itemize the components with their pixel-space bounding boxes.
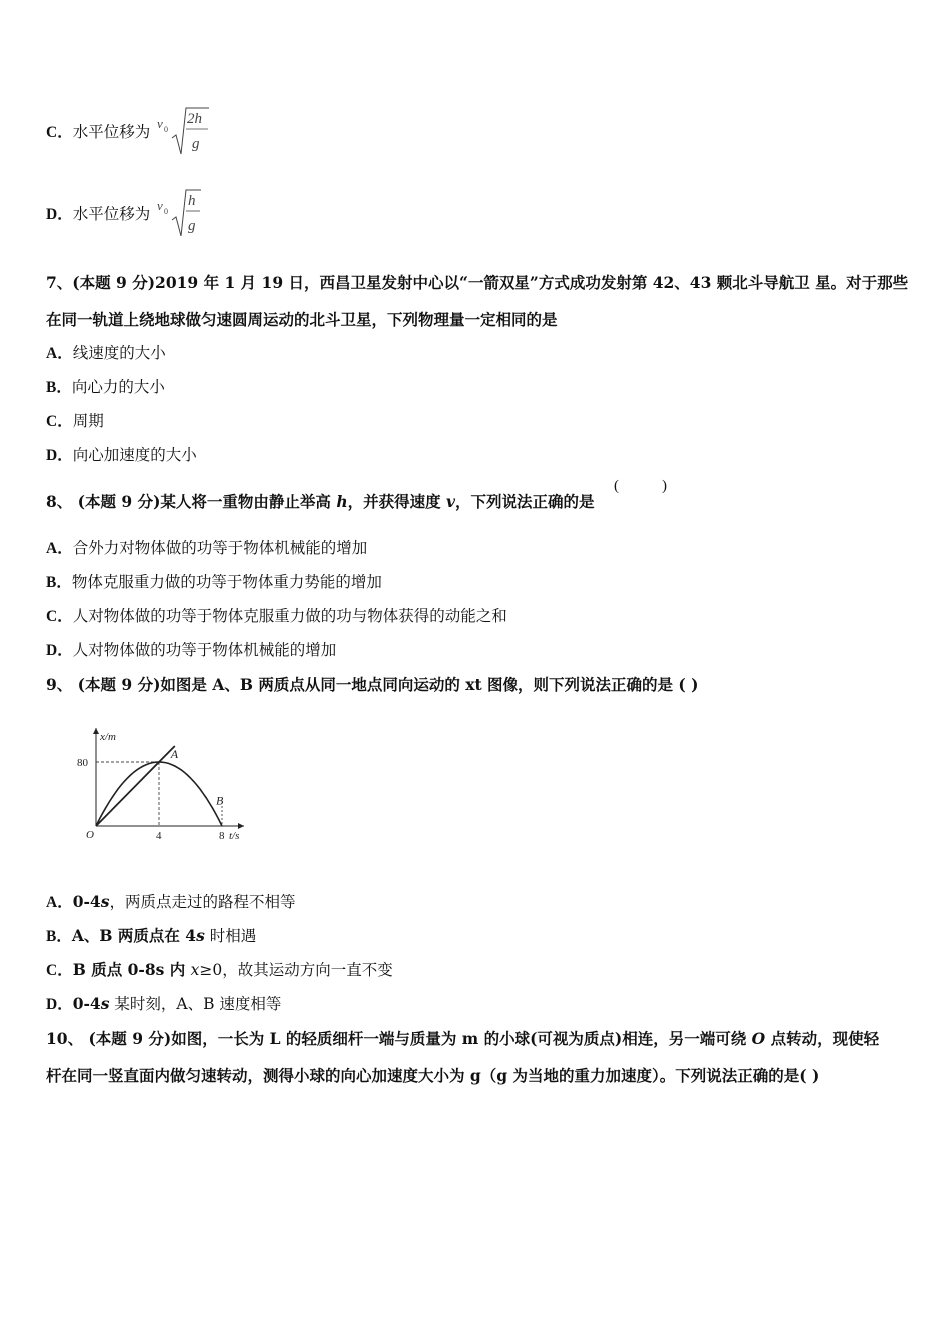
- q8-stem-c: ，下列说法正确的是: [455, 492, 595, 511]
- formula-denominator: g: [192, 136, 200, 152]
- q9-option-b: [46, 924, 256, 946]
- q9-option-c: [46, 958, 393, 980]
- y-axis-arrow: [93, 728, 99, 734]
- option-letter: D．: [46, 996, 73, 1013]
- series-a-label: A: [170, 747, 179, 761]
- option-ital: s: [100, 994, 110, 1013]
- option-text: 线速度的大小: [72, 344, 166, 362]
- q8-option-d: [46, 638, 336, 660]
- q8-stem-a: 8、 (本题 9 分)某人将一重物由静止举高: [46, 492, 337, 511]
- option-pre: 0-4: [72, 994, 101, 1013]
- formula-v: v: [157, 198, 163, 213]
- q8-var-h: h: [336, 492, 348, 511]
- y-axis-label: x/m: [100, 731, 116, 743]
- option-letter: B．: [46, 379, 72, 396]
- x-tick-label: 4: [156, 830, 162, 842]
- q10-line1-a: 10、 (本题 9 分)如图，一长为 L 的轻质细杆一端与质量为 m 的小球(可视为质点)相连，另一端可绕: [46, 1029, 752, 1048]
- formula-numerator: 2h: [187, 111, 203, 127]
- option-text: 水平位移为: [72, 205, 151, 223]
- q8-option-b: [46, 570, 382, 592]
- option-text: 人对物体做的功等于物体克服重力做的功与物体获得的动能之和: [72, 607, 507, 625]
- series-a-line: [96, 746, 175, 826]
- y-tick-label: 80: [77, 757, 88, 769]
- q8-paren-left: (: [614, 478, 619, 494]
- q10-line2: 杆在同一竖直面内做匀速转动，测得小球的向心加速度大小为 g（g 为当地的重力加速度）。下列说法正确的是( ): [46, 1066, 820, 1085]
- sqrt-sign: [172, 190, 201, 236]
- formula-denominator: g: [188, 218, 196, 234]
- formula-v: v: [157, 116, 163, 131]
- option-letter: D．: [46, 642, 73, 659]
- option-pre: A、B 两质点在 4: [71, 926, 197, 945]
- option-pre: B 质点 0-8s 内: [72, 960, 191, 979]
- origin-label: O: [86, 829, 94, 841]
- option-letter: A．: [46, 345, 73, 362]
- q8-stem: [46, 490, 595, 512]
- option-text: 合外力对物体做的功等于物体机械能的增加: [72, 539, 368, 557]
- option-letter: B．: [46, 928, 72, 945]
- option-letter: B．: [46, 574, 72, 591]
- q8-option-a: [46, 536, 367, 558]
- option-text: 周期: [72, 412, 104, 430]
- option-text: 向心力的大小: [71, 378, 165, 396]
- option-ital: x: [190, 961, 200, 979]
- option-text: 物体克服重力做的功等于物体重力势能的增加: [71, 573, 382, 591]
- q7-option-c: [46, 409, 104, 431]
- option-post: ，两质点走过的路程不相等: [109, 893, 296, 911]
- q10-line1: [46, 1027, 879, 1049]
- option-pre: 0-4: [72, 892, 101, 911]
- q7-option-b: [46, 375, 165, 397]
- formula-sqrt-2h-over-g: [155, 104, 215, 158]
- option-ital: s: [100, 892, 110, 911]
- q8-stem-b: ，并获得速度: [347, 492, 447, 511]
- q10-var-o: O: [751, 1029, 766, 1048]
- option-post: 时相遇: [204, 927, 257, 945]
- q9-stem: 9、 (本题 9 分)如图是 A、B 两质点从同一地点同向运动的 xt 图像，则下列说法正确的是 ( ): [46, 675, 699, 694]
- q8-paren-right: ): [662, 478, 667, 494]
- option-text: 水平位移为: [72, 123, 151, 141]
- q7-option-a: [46, 341, 166, 363]
- q8-var-v: v: [446, 492, 456, 511]
- xt-chart: [72, 722, 262, 852]
- formula-sqrt-h-over-g: [155, 186, 207, 240]
- option-ital: s: [196, 926, 205, 945]
- q7-stem-line1: 7、(本题 9 分)2019 年 1 月 19 日，西昌卫星发射中心以“一箭双星”方式成功发射第 42、43 颗北斗导航卫 星。对于那些: [46, 273, 909, 292]
- option-letter: A．: [46, 894, 73, 911]
- q6-option-c: [46, 104, 215, 158]
- formula-numerator: h: [188, 193, 196, 209]
- x-axis-arrow: [238, 823, 244, 829]
- q6-option-d: [46, 186, 207, 240]
- option-letter: A．: [46, 540, 73, 557]
- option-text: 人对物体做的功等于物体机械能的增加: [72, 641, 337, 659]
- q10-line1-b: 点转动，现使轻: [765, 1029, 880, 1048]
- x-tick-label: 8: [219, 830, 225, 842]
- option-letter: D．: [46, 447, 73, 464]
- option-letter: C．: [46, 124, 73, 141]
- option-letter: D．: [46, 206, 73, 223]
- formula-sub: 0: [164, 125, 169, 134]
- option-text: 向心加速度的大小: [72, 446, 197, 464]
- q7-option-d: [46, 443, 197, 465]
- option-letter: C．: [46, 962, 73, 979]
- option-post: 某时刻，A、B 速度相等: [109, 995, 282, 1013]
- q7-stem-line2: 在同一轨道上绕地球做匀速圆周运动的北斗卫星，下列物理量一定相同的是: [46, 310, 558, 329]
- option-letter: C．: [46, 413, 73, 430]
- q9-option-d: [46, 992, 281, 1014]
- q9-option-a: [46, 890, 295, 912]
- formula-sub: 0: [164, 207, 169, 216]
- q8-option-c: [46, 604, 507, 626]
- option-post: ≥0，故其运动方向一直不变: [199, 961, 393, 979]
- series-b-label: B: [216, 793, 224, 808]
- option-letter: C．: [46, 608, 73, 625]
- x-axis-label: t/s: [229, 830, 240, 842]
